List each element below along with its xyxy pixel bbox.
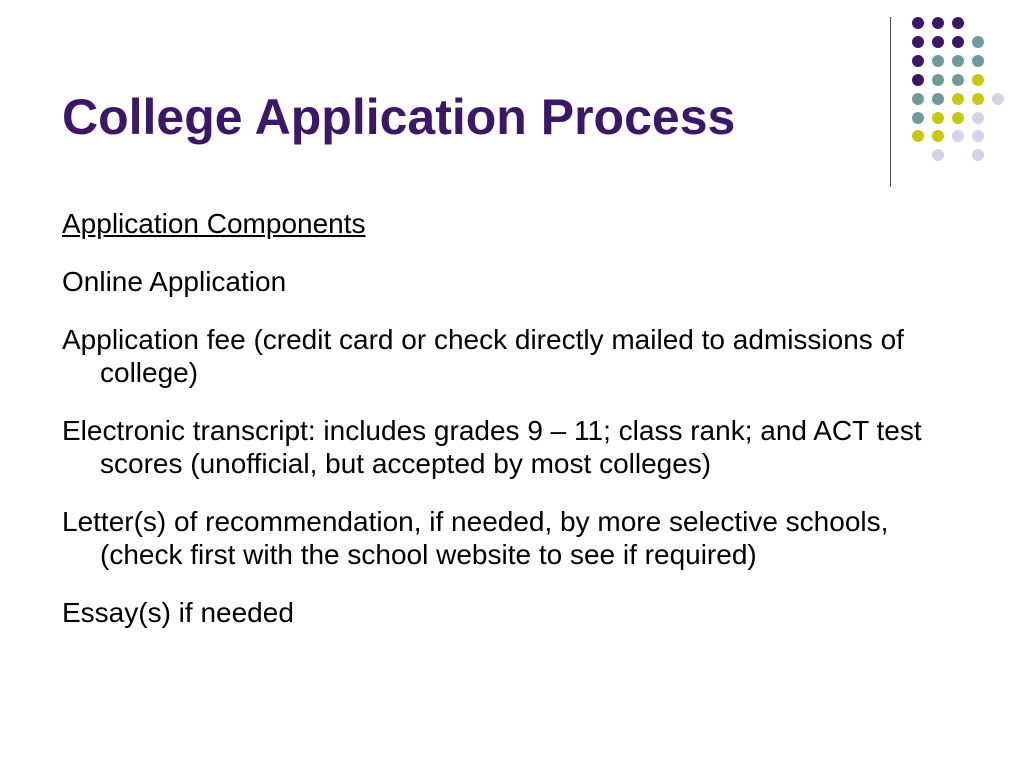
decorative-dot — [972, 93, 984, 105]
decorative-dot — [932, 55, 944, 67]
decorative-dot — [972, 149, 984, 161]
decorative-dot — [912, 55, 924, 67]
decorative-dot — [912, 93, 924, 105]
decorative-dot — [952, 55, 964, 67]
decorative-dot — [932, 36, 944, 48]
list-item: Essay(s) if needed — [62, 597, 294, 628]
decorative-dot — [972, 112, 984, 124]
list-item: Electronic transcript: includes grades 9 – 11; class rank; and ACT test scores (unofficial, but accepted by most colleges) — [62, 415, 922, 479]
decorative-dot — [932, 112, 944, 124]
section-heading: Application Components — [62, 208, 366, 239]
decorative-dot — [912, 112, 924, 124]
decorative-dot — [932, 93, 944, 105]
slide-body — [62, 207, 962, 654]
decorative-dot — [952, 17, 964, 29]
decorative-dot — [952, 74, 964, 86]
decorative-dot — [912, 130, 924, 142]
decorative-dot — [992, 93, 1004, 105]
decorative-dot — [932, 130, 944, 142]
list-item: Letter(s) of recommendation, if needed, by more selective schools, (check first with the school website to see if required) — [62, 506, 889, 570]
decorative-dot — [932, 74, 944, 86]
decorative-dot — [952, 93, 964, 105]
decorative-dot — [932, 149, 944, 161]
decorative-dot — [912, 36, 924, 48]
decorative-dot — [972, 130, 984, 142]
list-item: Application fee (credit card or check directly mailed to admissions of college) — [62, 324, 904, 388]
decorative-dot — [972, 55, 984, 67]
decorative-dot — [952, 36, 964, 48]
decorative-dot — [972, 36, 984, 48]
decorative-dot — [912, 74, 924, 86]
decorative-dot — [952, 112, 964, 124]
decorative-dot — [972, 74, 984, 86]
decorative-dot — [912, 17, 924, 29]
decorative-dot — [952, 130, 964, 142]
decorative-dot — [932, 17, 944, 29]
vertical-divider — [890, 17, 891, 187]
slide-title: College Application Process — [62, 89, 736, 145]
list-item: Online Application — [62, 266, 287, 297]
